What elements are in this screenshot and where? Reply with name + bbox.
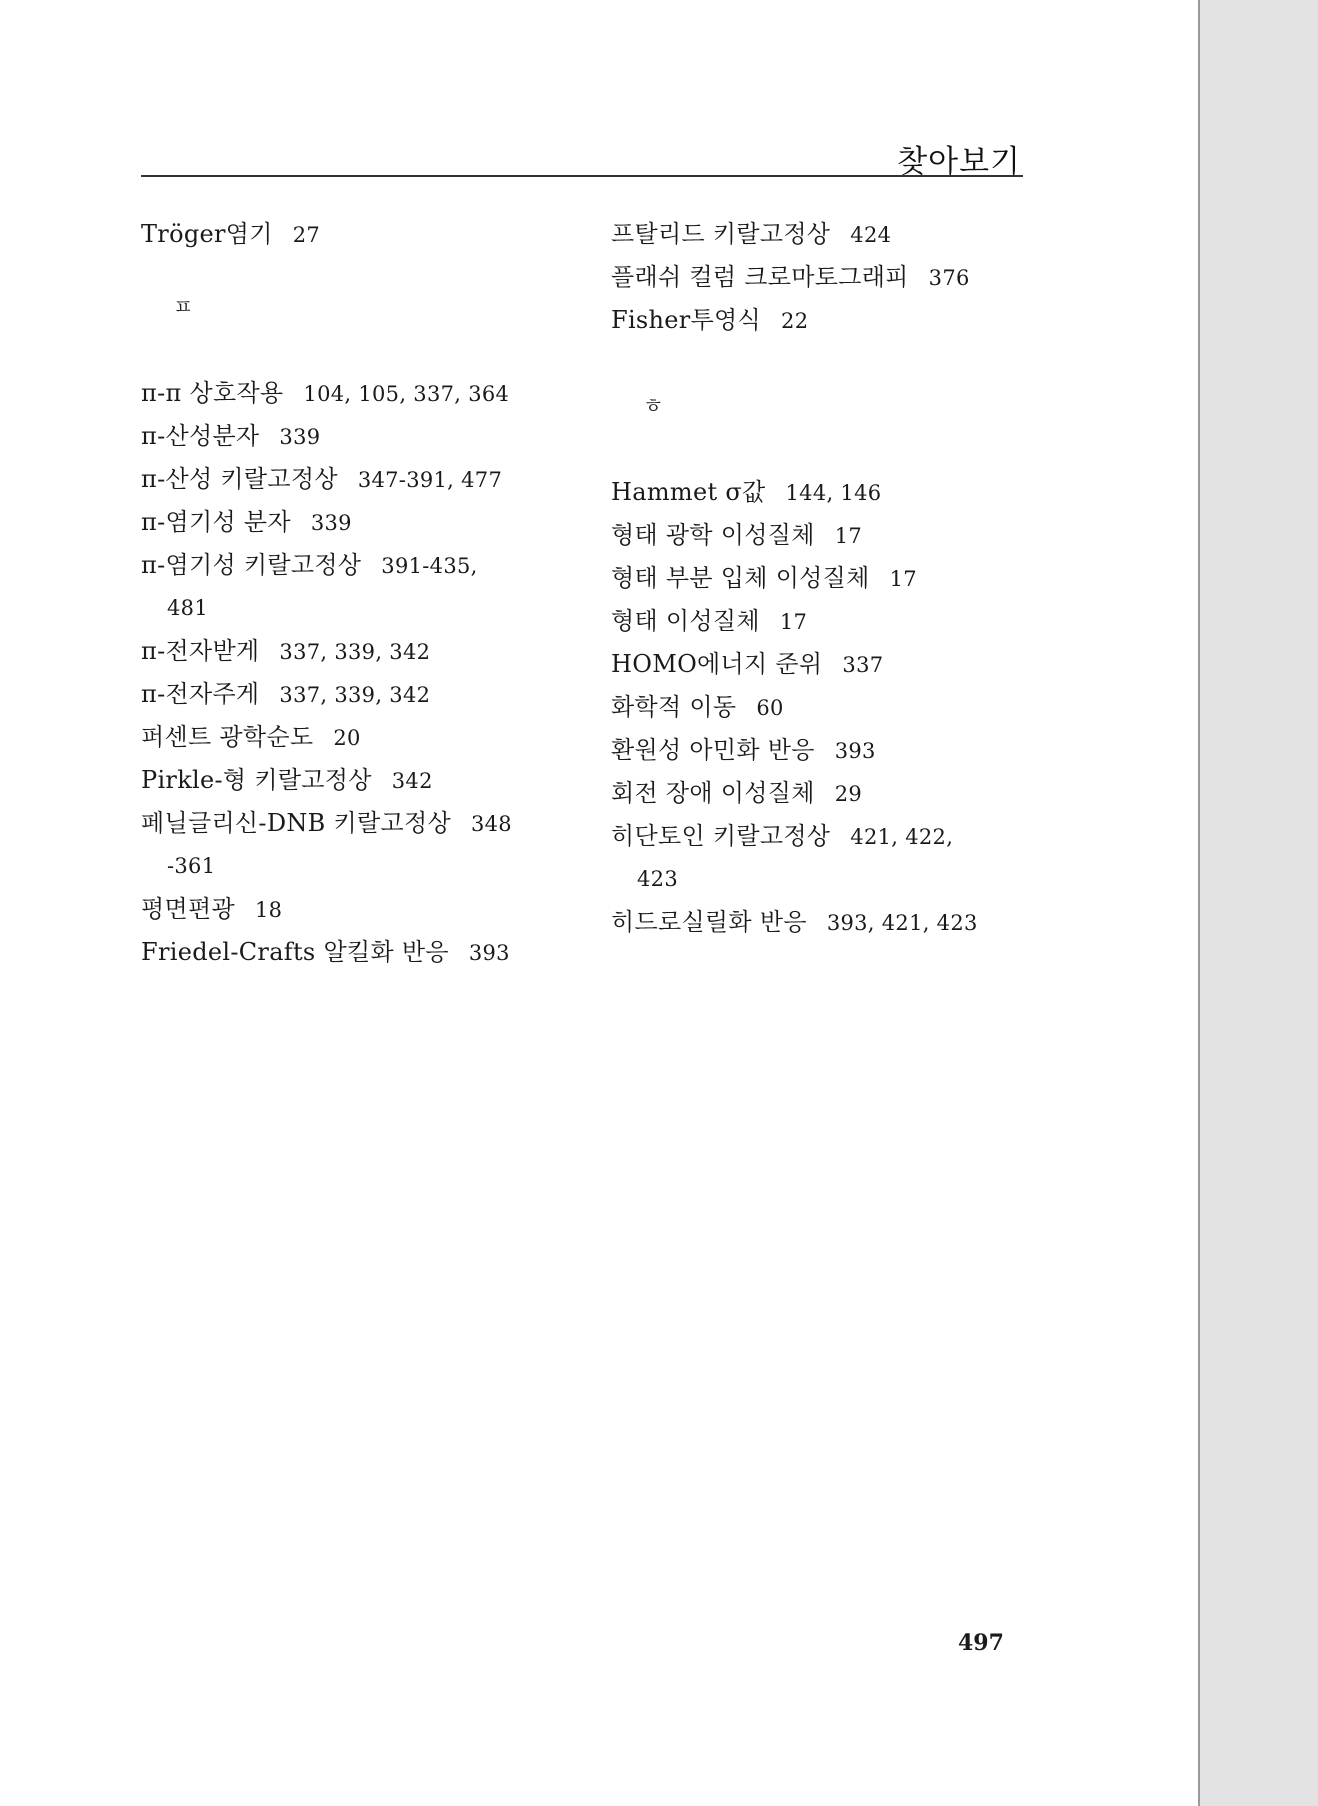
index-entry [611, 686, 1041, 729]
index-entry [141, 673, 581, 716]
index-term: 플래쉬 컬럼 크로마토그래피 [611, 263, 909, 291]
index-entry [611, 600, 1041, 643]
index-pages: 393 [834, 739, 876, 763]
page-number: 497 [958, 1630, 1004, 1656]
index-pages: 391-435, [381, 554, 478, 578]
index-pages: 339 [310, 511, 352, 535]
index-entry [141, 759, 581, 802]
index-term: Hammet σ값 [611, 478, 766, 506]
index-entry [141, 544, 581, 587]
index-term: HOMO에너지 준위 [611, 650, 823, 678]
index-term: Fisher투영식 [611, 306, 762, 334]
section-letter-pieup: ㅍ [173, 295, 194, 319]
index-pages: 348 [470, 812, 512, 836]
index-term: 형태 이성질체 [611, 607, 760, 635]
index-term: Pirkle-형 키랄고정상 [141, 766, 372, 794]
index-term: 페닐글리신-DNB 키랄고정상 [141, 809, 451, 837]
index-pages-continued: 423 [637, 867, 678, 891]
index-term: 회전 장애 이성질체 [611, 779, 815, 807]
index-term: 히드로실릴화 반응 [611, 908, 807, 936]
index-pages: 337 [842, 653, 884, 677]
index-entry [141, 931, 581, 974]
index-entry [141, 213, 581, 256]
index-pages: 17 [779, 610, 808, 634]
index-entry [611, 901, 1041, 944]
index-pages: 424 [850, 223, 892, 247]
running-header-title: 찾아보기 [897, 144, 1021, 180]
index-entry [611, 299, 1041, 342]
index-term: π-염기성 키랄고정상 [141, 551, 362, 579]
index-entry [141, 501, 581, 544]
index-term: 퍼센트 광학순도 [141, 723, 314, 751]
index-term: π-전자주게 [141, 680, 260, 708]
index-term: 히단토인 키랄고정상 [611, 822, 831, 850]
index-pages: 17 [889, 567, 917, 591]
index-entry [611, 471, 1041, 514]
index-pages: 22 [781, 309, 809, 333]
index-pages: 60 [756, 696, 784, 720]
index-term: π-염기성 분자 [141, 508, 291, 536]
index-pages: 347-391, 477 [357, 468, 503, 492]
index-entry [141, 458, 581, 501]
index-pages: 393 [468, 941, 510, 965]
index-term: π-산성분자 [141, 422, 260, 450]
index-entry [141, 716, 581, 759]
index-entry [611, 643, 1041, 686]
index-term: 프탈리드 키랄고정상 [611, 220, 831, 248]
index-pages: 337, 339, 342 [279, 683, 431, 707]
index-term: 환원성 아민화 반응 [611, 736, 815, 764]
index-term: π-전자받게 [141, 637, 260, 665]
index-pages: 342 [391, 769, 433, 793]
index-entry [611, 815, 1041, 858]
index-entry [611, 256, 1041, 299]
index-column-right [611, 213, 1041, 944]
index-entry [141, 372, 581, 415]
index-pages: 29 [834, 782, 863, 806]
index-pages: 393, 421, 423 [826, 911, 978, 935]
index-pages: 20 [333, 726, 361, 750]
index-term: π-산성 키랄고정상 [141, 465, 338, 493]
index-pages: 27 [292, 223, 321, 247]
index-term: 평면편광 [141, 895, 235, 923]
index-entry [141, 888, 581, 931]
index-entry [611, 772, 1041, 815]
index-pages: 339 [279, 425, 321, 449]
index-pages: 144, 146 [785, 481, 882, 505]
index-pages-continued: 481 [167, 596, 208, 620]
index-term: π-π 상호작용 [141, 379, 284, 407]
index-term: 형태 광학 이성질체 [611, 521, 815, 549]
index-entry [611, 213, 1041, 256]
index-pages: 421, 422, [850, 825, 954, 849]
index-pages-continued: -361 [167, 854, 216, 878]
index-pages: 18 [254, 898, 283, 922]
index-entry [611, 557, 1041, 600]
index-pages: 17 [834, 524, 863, 548]
section-letter-hieut: ㅎ [643, 394, 664, 418]
index-pages: 376 [928, 266, 970, 290]
index-entry [141, 802, 581, 845]
index-entry [611, 514, 1041, 557]
index-entry [141, 630, 581, 673]
index-term: Tröger염기 [141, 220, 273, 248]
index-term: 형태 부분 입체 이성질체 [611, 564, 870, 592]
index-entry [611, 729, 1041, 772]
index-column-left [141, 213, 581, 974]
index-term: Friedel-Crafts 알킬화 반응 [141, 938, 449, 966]
index-term: 화학적 이동 [611, 693, 737, 721]
index-entry [141, 415, 581, 458]
index-pages: 337, 339, 342 [279, 640, 431, 664]
header-rule [141, 175, 1023, 177]
index-pages: 104, 105, 337, 364 [303, 382, 510, 406]
